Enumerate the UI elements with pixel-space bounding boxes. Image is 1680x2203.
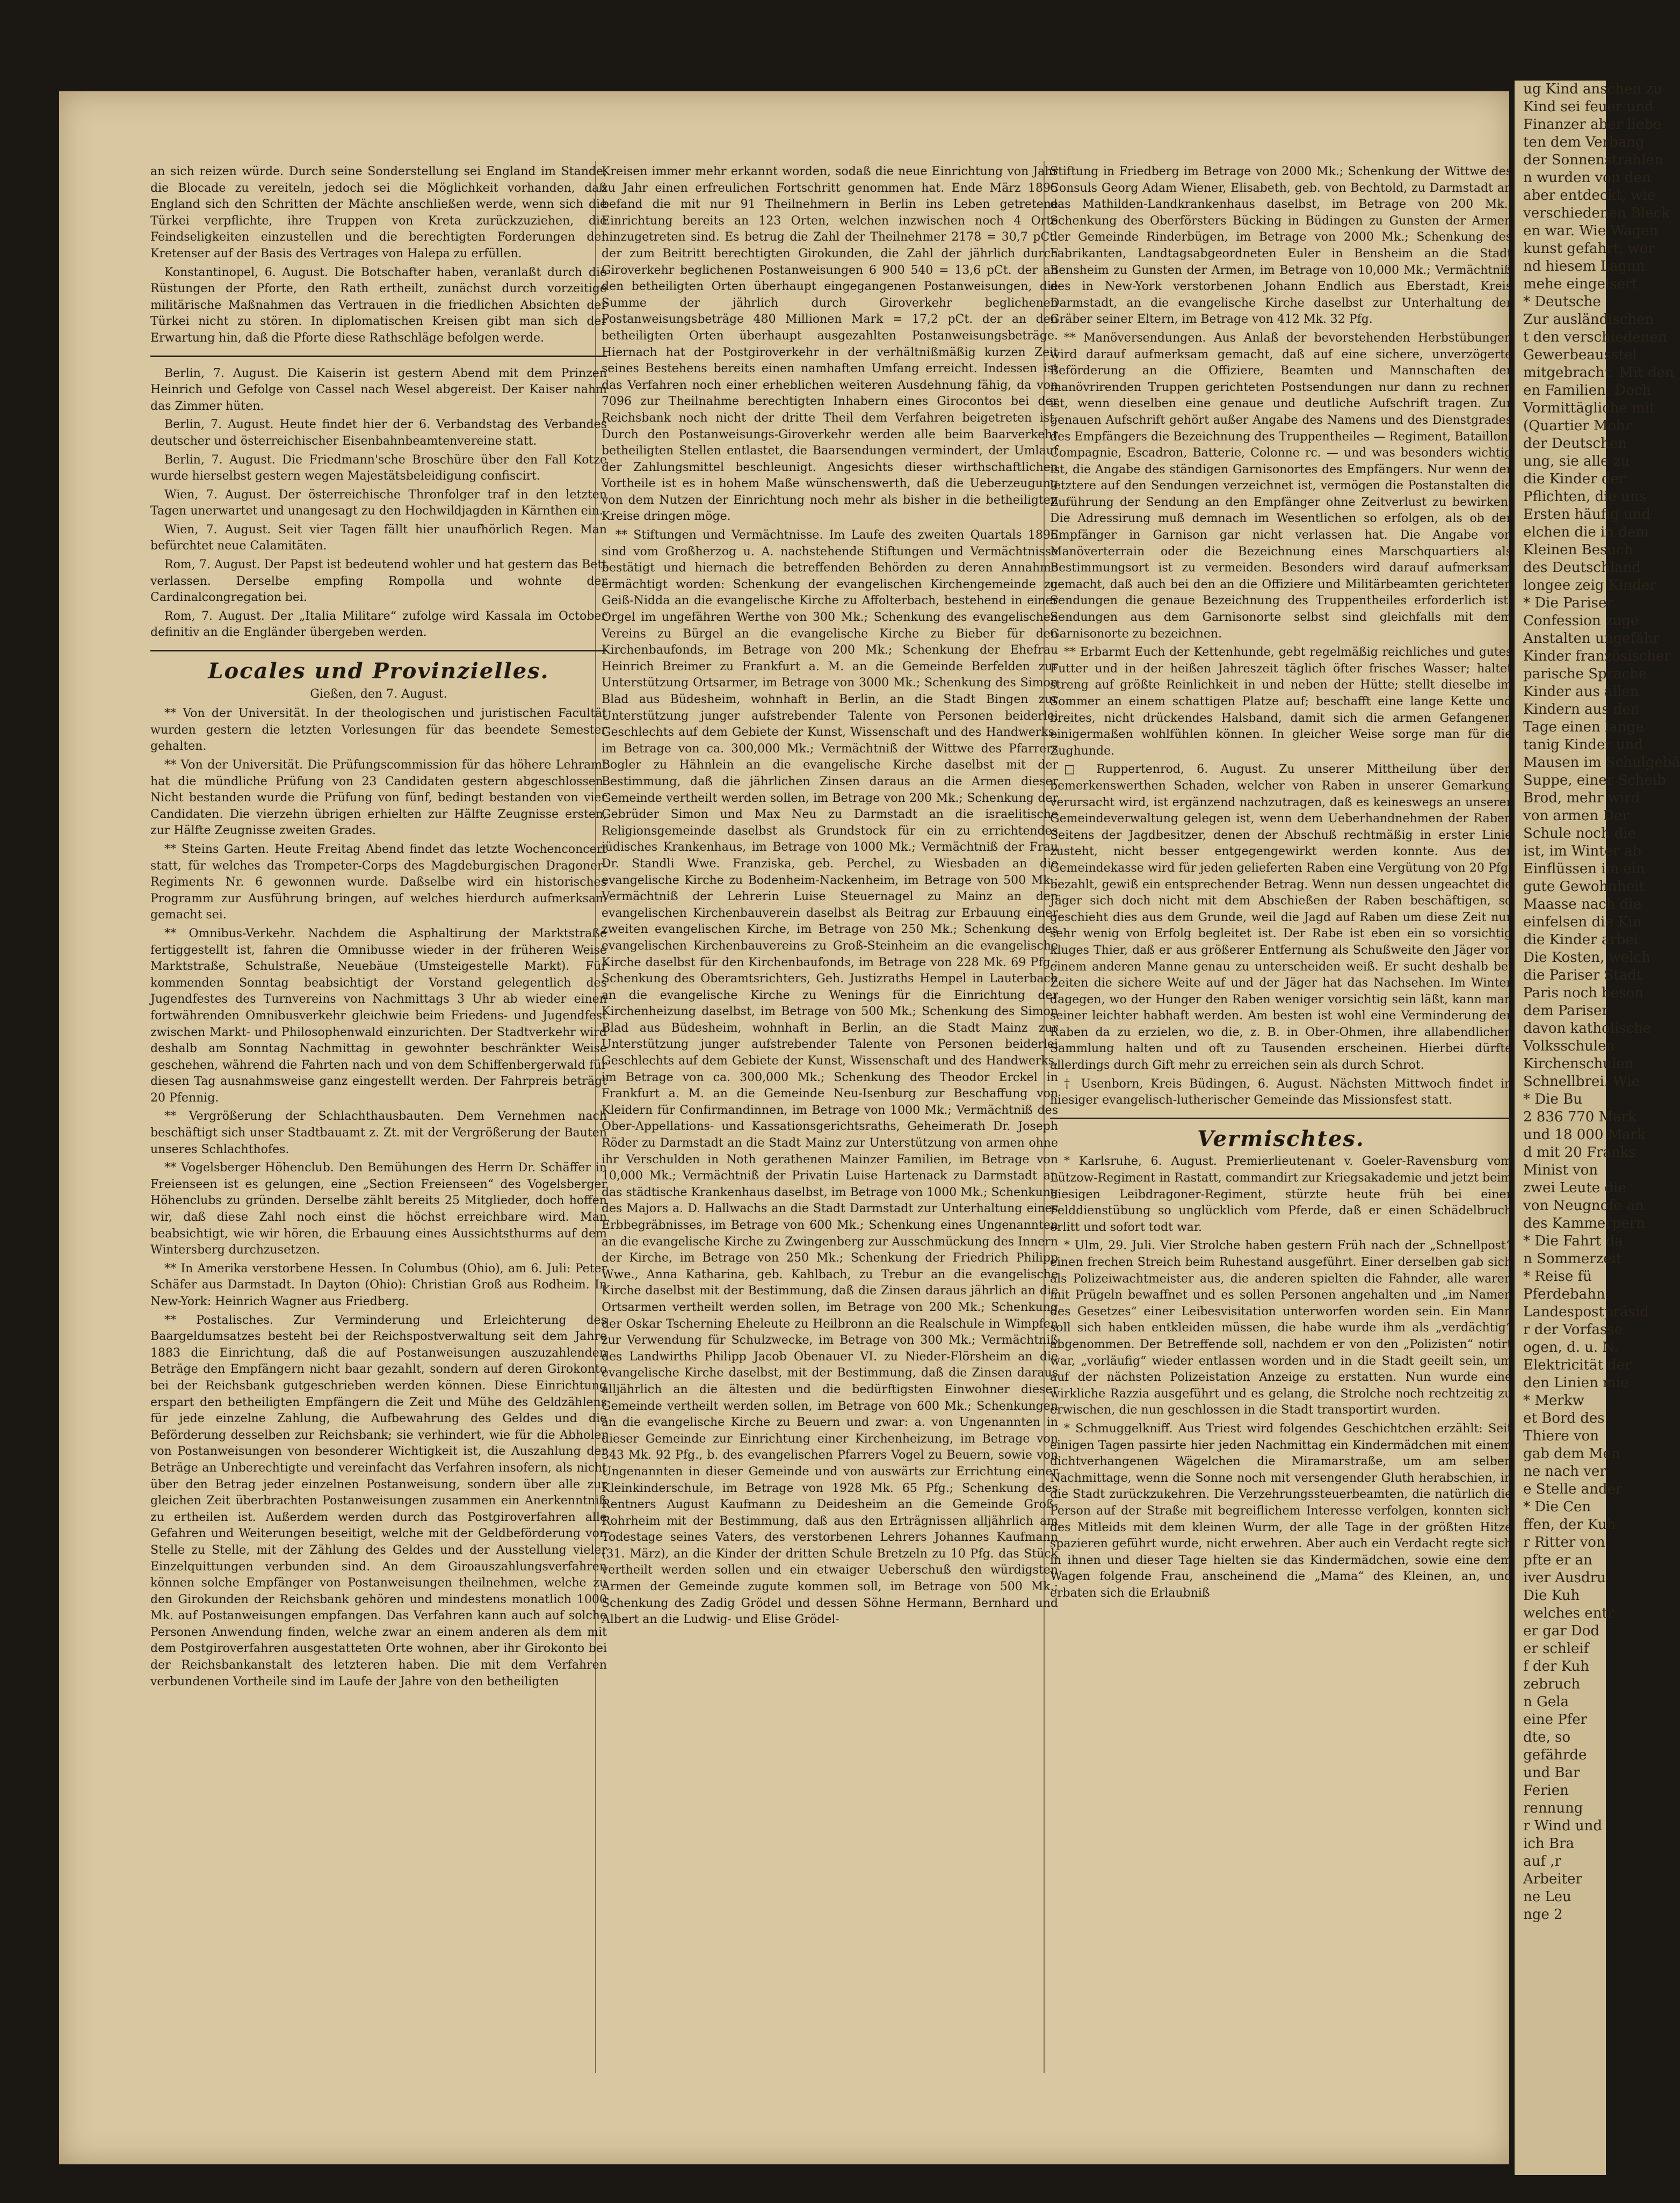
section-title: Vermischtes.	[1197, 1126, 1365, 1151]
facing-page-line: en Familien. Doch	[1523, 382, 1652, 398]
column-1	[150, 164, 607, 2086]
facing-page-line: dem Pariser	[1523, 1003, 1609, 1019]
facing-page-line: des Kammerpern	[1523, 1215, 1645, 1231]
facing-page-line: eine Pfer	[1523, 1712, 1588, 1728]
facing-page-line: und 18 000 Mark	[1523, 1127, 1646, 1143]
facing-page-line: Ersten häufig und	[1523, 506, 1650, 523]
facing-page-line: et Bord des	[1523, 1410, 1605, 1426]
article-text: ** Omnibus-Verkehr. Nachdem die Asphaltirung der Marktstraße fertiggestellt ist, fahren die Omnibusse wieder in der früheren Weise Marktstraße, Schulstraße, Neuebäue (Umsteigestelle Markt). Für kommenden Sonntag beabsichtigt der Vorstand gelegentlich des Jugendfestes des Turnvereins von Nachmittags 3 Uhr ab wieder einen fortwährenden Omnibusverkehr gleichwie beim Friedens- und Jugendfest zwischen Markt- und Philosophenwald einzurichten. Der Stadtverkehr wird deshalb am Sonntag Nachmittag in gewohnter beschränkter Weise geschehen, während die Fahrten nach und von dem Schiffenbergerwald für diesen Tag ausnahmsweise ganz eingestellt werden. Der Fahrpreis beträgt 20 Pfennig.	[150, 926, 607, 1105]
facing-page-line: Kirchenschulen	[1523, 1056, 1634, 1072]
section-title: Locales und Provinzielles.	[208, 658, 549, 684]
article-text: ** Stiftungen und Vermächtnisse. Im Laufe des zweiten Quartals 1896 sind vom Großherzog u. A. nachstehende Stiftungen und Vermächtnisse bestätigt und hiernach die betreffenden Behörden zu deren Annahme ermächtigt worden: Schenkung der evangelischen Kirchengemeinde zu Geiß-Nidda an die evangelische Kirche zu Affolterbach, bestehend in einer Orgel im ungefähren Werthe von 300 Mk.; Schenkung des evangelischen Vereins zu Bürgel an die evangelische Kirche zu Bieber für den Kirchenbaufonds, im Betrage von 200 Mk.; Schenkung der Ehefrau Heinrich Breimer zu Frankfurt a. M. an die Gemeinde Berfelden zur Unterstützung Ortsarmer, im Betrage von 3000 Mk.; Schenkung des Simon Blad aus Büdesheim, wohnhaft in Berlin, an die Stadt Bingen zur Unterstützung junger aufstrebender Talente von Personen beiderlei Geschlechts auf dem Gebiete der Kunst, Wissenschaft und des Handwerks, im Betrage von ca. 300,000 Mk.; Vermächtniß der Wittwe des Pfarrers Bogler zu Hähnlein an die evangelische Kirche daselbst mit der Bestimmung, daß die jährlichen Zinsen daraus an die Armen dieser Gemeinde vertheilt werden sollen, im Betrage von 200 Mk.; Schenkung der Gebrüder Simon und Max Neu zu Darmstadt an die israelitische Religionsgemeinde daselbst als Grundstock für ein zu errichtendes jüdisches Krankenhaus, im Betrage von 1000 Mk.; Vermächtniß der Frau Dr. Standli Wwe. Franziska, geb. Perchel, zu Wiesbaden an die evangelische Kirche zu Bodenheim-Nackenheim, im Betrage von 500 Mk.; Vermächtniß der Lehrerin Luise Steuernagel zu Mainz an den evangelischen Kirchenbauverein daselbst als Beitrag zur Erbauung einer zweiten evangelischen Kirche, im Betrage von 250 Mk.; Schenkung des evangelischen Kirchenbauvereins zu Groß-Steinheim an die evangelische Kirche daselbst für den Kirchenbaufonds, im Betrage von 228 Mk. 69 Pfg.; Schenkung des Oberamtsrichters, Geh. Justizraths Hempel in Lauterbach an die evangelische Kirche zu Wenings für die Einrichtung der Kirchenheizung daselbst, im Betrage von 500 Mk.; Schenkung des Simon Blad aus Büdesheim, wohnhaft in Berlin, an die Stadt Mainz zur Unterstützung junger aufstrebender Talente von Personen beiderlei Geschlechts auf dem Gebiete der Kunst, Wissenschaft und des Handwerks, im Betrage von ca. 300,000 Mk.; Schenkung des Theodor Erckel in Frankfurt a. M. an die Gemeinde Neu-Isenburg zur Beschaffung von Kleidern für Confirmandinnen, im Betrage von 1000 Mk.; Vermächtniß des Ober-Appellations- und Kassationsgerichtsraths, Geheimerath Dr. Joseph Röder zu Darmstadt an die Stadt Mainz zur Unterstützung von armen ohne ihr Verschulden in Noth gerathenen Mainzer Familien, im Betrage von 10,000 Mk.; Vermächtniß der Privatin Luise Hartenack zu Darmstadt an das städtische Krankenhaus daselbst, im Betrage von 1000 Mk.; Schenkung des Majors a. D. Hallwachs an die Stadt Darmstadt zur Unterhaltung eines Erbbegräbnisses, im Betrage von 600 Mk.; Schenkung eines Ungenannten an die evangelische Kirche zu Zwingenberg zur Ausschmückung des Innern der Kirche, im Betrage von 250 Mk.; Schenkung der Friedrich Philipp Wwe., Anna Katharina, geb. Kahlbach, zu Trebur an die evangelische Kirche daselbst mit der Bestimmung, daß die Zinsen daraus jährlich an die Ortsarmen vertheilt werden sollen, im Betrage von 200 Mk.; Schenkung der Oskar Tscherning Eheleute zu Heilbronn an die Realschule in Wimpfen zur Verwendung für Schulzwecke, im Betrage von 300 Mk.; Vermächtniß des Landwirths Philipp Jacob Obenauer VI. zu Nieder-Flörsheim an die evangelische Kirche daselbst, mit der Bestimmung, daß die Zinsen daraus alljährlich an die ältesten und die bedürftigsten Einwohner dieser Gemeinde vertheilt werden sollen, im Betrage von 600 Mk.; Schenkungen an die evangelische Kirche zu Beuern und zwar: a. von Ungenannten in dieser Gemeinde zur Einrichtung einer Kirchenheizung, im Betrage von 343 Mk. 92 Pfg., b. des evangelischen Pfarrers Vogel zu Beuern, sowie von Ungenannten in dieser Gemeinde und von auswärts zur Errichtung einer Kleinkinderschule, im Betrage von 1928 Mk. 65 Pfg.; Schenkung des Rentners August Kaufmann zu Deidesheim an die Gemeinde Groß-Rohrheim mit der Bestimmung, daß aus den Erträgnissen alljährlich am Todestage seines Vaters, des verstorbenen Lehrers Johannes Kaufmann (31. März), an die Kinder der dritten Schule Bretzeln zu 10 Pfg. das Stück vertheilt werden sollen und ein etwaiger Ueberschuß den würdigsten Armen der Gemeinde zugute kommen soll, im Betrage von 500 Mk.; Schenkung des Zadig Grödel und dessen Söhne Hermann, Bernhard und Albert an die Ludwig- und Elise Grödel-	[602, 528, 1058, 1627]
facing-page-line: zebruch	[1523, 1676, 1581, 1692]
facing-page-line: Pflichten, die uns	[1523, 489, 1647, 505]
article-text: * Schmuggelkniff. Aus Triest wird folgendes Geschichtchen erzählt: Seit einigen Tagen passirte hier jeden Nachmittag ein Kindermädchen mit einem dichtverhangenen Wägelchen die Miramarstraße, um am selben Nachmittage, wenn die Sonne noch mit versengender Gluth herabschien, in die Stadt zurückzukehren. Die Verzehrungssteuerbeamten, die natürlich die Person auf der Straße mit begreiflichem Interesse verfolgen, konnten sich des Mitleids mit dem kleinen Wurm, der alle Tage in der größten Hitze spazieren geführt wurde, nicht erwehren. Aber auch ein Verdacht regte sich in ihnen und dieser Tage hielten sie das Kindermädchen, sowie eine dem Wagen folgende Frau, anscheinend die „Mama“ des Kleinen, an, und erbaten sich die Erlaubniß	[1050, 1422, 1512, 1600]
facing-page-line: iver Ausdru	[1523, 1570, 1606, 1586]
facing-page-line: tanig Kinder und	[1523, 737, 1643, 753]
facing-page-line: ogen, d. u. N.	[1523, 1339, 1618, 1356]
article-text: Konstantinopel, 6. August. Die Botschafter haben, veranlaßt durch die Rüstungen der Pforte, den Rath ertheilt, zunächst durch vorzeitige militärische Maßnahmen das Vertrauen in die friedlichen Absichten der Türkei nicht zu stören. In diplomatischen Kreisen gibt man sich der Erwartung hin, daß die Pforte diese Rathschläge befolgen werde.	[150, 265, 607, 345]
article-text: ** Manöversendungen. Aus Anlaß der bevorstehenden Herbstübungen wird darauf aufmerksam gemacht, daß auf eine sichere, unverzögerte Beförderung an die Offiziere, Beamten und Mannschaften der manövrirenden Truppen gerichteten Postsendungen nur dann zu rechnen ist, wenn dieselben eine genaue und deutliche Aufschrift tragen. Zur genauen Aufschrift gehört außer Angabe des Namens und des Dienstgrades des Empfängers die Bezeichnung des Truppentheiles — Regiment, Bataillon, Compagnie, Escadron, Batterie, Colonne rc. — und was besonders wichtig ist, die Angabe des ständigen Garnisonortes des Empfängers. Nur wenn der letztere auf den Sendungen verzeichnet ist, vermögen die Postanstalten die Zuführung der Sendung an den Empfänger ohne Zeitverlust zu bewirken. Die Adressirung muß demnach im Wesentlichen so erfolgen, als ob der Empfänger in Garnison gar nicht verlassen hat. Die Angabe von Manöverterrain oder die Bezeichnung eines Marschquartiers als Bestimmungsort ist zu vermeiden. Besonders wird darauf aufmerksam gemacht, daß auch bei den an die Offiziere und Militärbeamten gerichteten Sendungen die genaue Bezeichnung des Truppentheiles erforderlich ist. Sendungen aus dem Garnisonorte selbst sind gleichfalls mit dem Garnisonorte zu bezeichnen.	[1050, 331, 1512, 641]
article-text: ** Vergrößerung der Schlachthausbauten. Dem Vernehmen nach beschäftigt sich unser Stadtbauamt z. Zt. mit der Vergrößerung der Bauten unseres Schlachthofes.	[150, 1110, 607, 1156]
facing-page-line: und Bar	[1523, 1765, 1580, 1781]
article-text: * Karlsruhe, 6. August. Premierlieutenant v. Goeler-Ravensburg vom Lützow-Regiment in Rastatt, commandirt zur Kriegsakademie und jetzt beim hiesigen Leibdragoner-Regiment, stürzte heute früh bei einer Felddienstübung so unglücklich vom Pferde, daß er einen Schädelbruch erlitt und sofort todt war.	[1050, 1155, 1512, 1234]
facing-page-line: Ferien	[1523, 1782, 1569, 1799]
article-text: Berlin, 7. August. Heute findet hier der 6. Verbandstag des Verbandes deutscher und österreichischer Eisenbahnbeamtenvereine statt.	[150, 418, 607, 448]
facing-page-line: Kind sei feuer und	[1523, 99, 1654, 115]
facing-page-line: ug Kind anschen zu	[1523, 81, 1662, 97]
facing-page-line: Landespostpräsid	[1523, 1304, 1649, 1320]
facing-page-line: n wurden von den	[1523, 170, 1651, 186]
article-text: ** Steins Garten. Heute Freitag Abend findet das letzte Wochenconcert statt, für welches das Trompeter-Corps des Magdeburgischen Dragoner-Regiments Nr. 6 gewonnen wurde. Daßselbe wird ein historisches Programm zur Ausführung bringen, auf welches hierdurch aufmerksam gemacht sei.	[150, 842, 607, 922]
facing-page-line: rennung	[1523, 1800, 1583, 1816]
article-text: Kreisen immer mehr erkannt worden, sodaß die neue Einrichtung von Jahr zu Jahr einen erfreulichen Fortschritt genommen hat. Ende März 1895 befand die mit nur 91 Theilnehmern in Berlin ins Leben getretene Einrichtung bereits an 123 Orten, welchen inzwischen noch 4 Orte hinzugetreten sind. Es betrug die Zahl der Theilnehmer 2178 = 30,7 pCt. der zum Beitritt berechtigten Girokunden, die Zahl der jährlich durch Giroverkehr beglichenen Postanweisungen 6 900 540 = 13,6 pCt. der an den betheiligten Orten überhaupt eingegangenen Postanweisungen, die Summe der jährlich durch Giroverkehr beglichenen Postanweisungsbeträge 480 Millionen Mark = 17,2 pCt. der an den betheiligten Orten überhaupt ausgezahlten Postanweisungsbeträge. Hiernach hat der Postgiroverkehr in der verhältnißmäßig kurzen Zeit seines Bestehens bereits einen namhaften Umfang erreicht. Indessen ist das Verfahren noch einer erheblichen weiteren Ausdehnung fähig, da von 7096 zur Theilnahme berechtigten Inhabern eines Girocontos bei der Reichsbank noch nicht der dritte Theil dem Verfahren beigetreten ist. Durch den Postanweisungs-Giroverkehr werden alle beim Baarverkehr betheiligten Stellen entlastet, die Baarsendungen vermindert, der Umlauf der Zahlungsmittel beschleunigt. Angesichts dieser wirthschaftlichen Vortheile ist es in hohem Maße wünschenswerth, daß die Ueberzeugung von dem Nutzen der Einrichtung noch mehr als bisher in die betheiligten Kreise dringen möge.	[602, 165, 1058, 524]
article-text: Rom, 7. August. Der Papst ist bedeutend wohler und hat gestern das Bett verlassen. Derselbe empfing Rompolla und wohnte der Cardinalcongregation bei.	[150, 558, 607, 605]
facing-page-line: ich Bra	[1523, 1836, 1574, 1852]
facing-page-line: Brod, mehr wird	[1523, 790, 1640, 806]
facing-page-line: longee zeig Kinder	[1523, 577, 1656, 593]
facing-page-line: der Sonnenstrahlen	[1523, 152, 1663, 168]
facing-page-line: ne nach ver	[1523, 1463, 1606, 1480]
facing-page-line: ist, im Winter ab	[1523, 843, 1641, 859]
facing-page-line: r Wind und	[1523, 1818, 1603, 1834]
facing-page-line: ten dem Verbang	[1523, 134, 1645, 150]
facing-page-line: Suppe, einer Scheib	[1523, 772, 1666, 788]
facing-page-line: 2 836 770 Mark	[1523, 1109, 1636, 1125]
facing-page-line: er gar Dod	[1523, 1623, 1600, 1639]
facing-page-line: von Neugnofe an	[1523, 1198, 1644, 1214]
facing-page-line: t den verschiedenen	[1523, 329, 1667, 345]
facing-page-line: Einflüssen im ein	[1523, 861, 1645, 877]
facing-page-line: mitgebracht. Mit den	[1523, 365, 1674, 381]
facing-page-line: kunst gefahrt, wor	[1523, 241, 1655, 257]
article-text: an sich reizen würde. Durch seine Sonderstellung sei England im Stande, die Blocade zu vereiteln, jedoch sei die Möglichkeit vorhanden, daß England sich den Schritten der Mächte anschließen werde, wenn sich die Türkei verpflichte, ihre Truppen von Kreta zurückzuziehen, die Feindseligkeiten einzustellen und die berechtigten Forderungen der Kretenser auf der Basis des Vertrages von Halepa zu erfüllen.	[150, 165, 607, 260]
facing-page-line: * Reise fü	[1523, 1269, 1592, 1285]
facing-page-line: e Stelle ander	[1523, 1481, 1623, 1497]
section-separator	[150, 650, 607, 651]
facing-page-line: Confession zuge	[1523, 613, 1639, 629]
facing-page-line: Kinder französischer	[1523, 648, 1671, 664]
facing-page-line: * Merkw	[1523, 1393, 1584, 1409]
facing-page-line: Mausen im Schulgebä	[1523, 755, 1680, 771]
article-text: ** In Amerika verstorbene Hessen. In Columbus (Ohio), am 6. Juli: Peter Schäfer aus Darmstadt. In Dayton (Ohio): Christian Groß aus Rodheim. In New-York: Heinrich Wagner aus Friedberg.	[150, 1262, 607, 1308]
facing-page-line: mehe eingelsert	[1523, 276, 1638, 292]
facing-page-line: Die Kosten, welch	[1523, 950, 1650, 966]
facing-page-line: f der Kuh	[1523, 1658, 1589, 1675]
article-text: Rom, 7. August. Der „Italia Militare“ zufolge wird Kassala im October definitiv an die Engländer übergeben werden.	[150, 609, 607, 640]
facing-page-line: * Deutsche	[1523, 294, 1601, 310]
facing-page-line: Gewerbeausstel	[1523, 347, 1637, 363]
facing-page-line: Pferdebahn	[1523, 1286, 1605, 1302]
facing-page-line: ung, sie alle zu	[1523, 453, 1630, 469]
article-text: ** Von der Universität. Die Prüfungscommission für das höhere Lehramt hat die mündliche Prüfung von 23 Candidaten gestern abgeschlossen. Nicht bestanden wurde die Prüfung von fünf, bedingt bestanden von vier Candidaten. Die vierzehn übrigen erhielten zur Hälfte Zeugnisse ersten, zur Hälfte Zeugnisse zweiten Grades.	[150, 758, 607, 838]
facing-page-line: den Linien mie	[1523, 1375, 1629, 1391]
facing-page-line: Zur ausländischen	[1523, 311, 1654, 328]
column-2	[602, 164, 1058, 2086]
article-text: ** Erbarmt Euch der Kettenhunde, gebt regelmäßig reichliches und gutes Futter und in der heißen Jahreszeit täglich öfter frisches Wasser; haltet streng auf größte Reinlichkeit in und neben der Hütte; stellt dieselbe im Sommer an einem schattigen Platze auf; beschafft eine lange Kette und breites, nicht drückendes Halsband, damit sich die armen Gefangenen einigermaßen wohlfühlen können. In gleicher Weise sorge man für die Zughunde.	[1050, 646, 1512, 758]
article-text: Wien, 7. August. Der österreichische Thronfolger traf in den letzten Tagen unerwartet und unangesagt zu den Hochwildjagden in Kärnthen ein.	[150, 488, 607, 518]
facing-page-line: gute Gewohnheit	[1523, 879, 1645, 895]
article-text: □ Ruppertenrod, 6. August. Zu unserer Mittheilung über den bemerkenswerthen Schaden, welcher von Raben in unserer Gemarkung verursacht wird, ist ergänzend nachzutragen, daß es keineswegs an unserer Gemeindeverwaltung gelegen ist, wenn dem Ueberhandnehmen der Raben Seitens der Jagdbesitzer, denen der Abschuß rechtmäßig in erster Linie zusteht, nicht besser entgegengewirkt werden konnte. Aus der Gemeindekasse wird für jeden gelieferten Raben eine Vergütung von 20 Pfg. bezahlt, gewiß ein entsprechender Betrag. Wenn nun dessen ungeachtet die Jäger sich doch nicht mit dem Abschießen der Raben beschäftigen, so geschieht dies aus dem Grunde, weil die Jagd auf Raben um diese Zeit nur sehr wenig von Erfolg begleitet ist. Der Rabe ist eben ein so vorsichtig kluges Thier, daß er aus größerer Entfernung als Schußweite den Jäger von einem anderen Manne genau zu unterscheiden weiß. Er sucht deshalb bei Zeiten die sichere Weite auf und der Jäger hat das Nachsehen. Im Winter dagegen, wo der Hunger den Raben weniger vorsichtig sein läßt, kann man seiner leichter habhaft werden. Am besten ist wohl eine Verminderung der Raben da zu erzielen, wo die, z. B. in Ober-Ohmen, ihre allabendlichen Sammlung halten und oft zu Tausenden erscheinen. Hierbei dürfte allerdings durch Gift mehr zu erreichen sein als durch Schrot.	[1050, 763, 1512, 1072]
article-text: Wien, 7. August. Seit vier Tagen fällt hier unaufhörlich Regen. Man befürchtet neue Calamitäten.	[150, 523, 607, 553]
facing-page-line: d mit 20 Franks	[1523, 1144, 1636, 1161]
facing-page-line: Die Kuh	[1523, 1588, 1580, 1604]
facing-page-line: parische Sprache	[1523, 666, 1647, 682]
facing-page-line: n Gela	[1523, 1694, 1569, 1710]
facing-page-line: n Sommerzeit	[1523, 1251, 1622, 1267]
facing-page-line: * Die Bu	[1523, 1091, 1582, 1107]
facing-page-line: zwei Leute die	[1523, 1180, 1626, 1196]
facing-page-line: Tage einen lange	[1523, 719, 1644, 735]
facing-page-line: einfelsen die Kin	[1523, 914, 1642, 930]
section-separator	[1050, 1118, 1512, 1119]
facing-page-line: er schleif	[1523, 1641, 1589, 1657]
facing-page-line: gefährde	[1523, 1747, 1587, 1763]
facing-page-line: Schule noch die	[1523, 825, 1636, 842]
facing-page-line: elchen die in dem	[1523, 524, 1649, 540]
facing-page-line: r Ritter von	[1523, 1534, 1605, 1550]
facing-page-line: * Die Cen	[1523, 1499, 1591, 1515]
column-3	[1050, 164, 1512, 2086]
facing-page-line: ne Leu	[1523, 1889, 1572, 1905]
facing-page-line: Anstalten ungefähr	[1523, 631, 1660, 647]
facing-page-text	[1515, 81, 1680, 1924]
article-separator	[150, 356, 607, 357]
facing-page-line: der Deutschen	[1523, 436, 1627, 452]
facing-page-line: Schnellbrei. Wie	[1523, 1074, 1640, 1090]
facing-page-line: die Kinder arbei	[1523, 932, 1639, 948]
facing-page-line: Elektricität der	[1523, 1357, 1632, 1373]
article-text: ** Vogelsberger Höhenclub. Den Bemühungen des Herrn Dr. Schäffer in Freienseen ist es gelungen, eine „Section Freienseen“ des Vogelsberger Höhenclubs zu gründen. Derselbe zählt bereits 25 Mitglieder, doch hoffen wir, daß diese Zahl noch einst die höchst erreichbare wird. Man beabsichtigt, wie wir hören, die Erbauung eines Aussichtsthurms auf dem Wintersberg durchzusetzen.	[150, 1161, 607, 1257]
facing-page-line: Kleinen Besuch	[1523, 542, 1633, 558]
facing-page-line: * Die Fahrt da	[1523, 1233, 1623, 1249]
facing-page-line: dte, so	[1523, 1729, 1571, 1745]
facing-page-line: Vormittägliche mit	[1523, 400, 1655, 416]
facing-page-line: Kinder aus allen	[1523, 684, 1639, 700]
facing-page-line: nge 2	[1523, 1907, 1563, 1923]
article-text: ** Postalisches. Zur Verminderung und Erleichterung des Baargeldumsatzes besteht bei der Reichspostverwaltung seit dem Jahre 1883 die Einrichtung, daß die auf Postanweisungen auszuzahlenden Beträge den Empfängern nicht baar gezahlt, sondern auf deren Girokonto bei der Reichsbank gutgeschrieben werden können. Diese Einrichtung erspart den betheiligten Empfängern die Zeit und Mühe des Geldzählens für jede einzelne Zahlung, die Aufbewahrung des Geldes und die Beförderung desselben zur Reichsbank; sie verhindert, wie für die Abholer von Postanweisungen von besonderer Wichtigkeit ist, die Auszahlung der Beträge an Unberechtigte und vereinfacht das Verfahren insofern, als nicht über den Betrag jeder einzelnen Postanweisung, sondern über alle zur gleichen Zeit überbrachten Postanweisungen zusammen ein Anerkenntniß zu ertheilen ist. Außerdem werden durch das Postgiroverfahren alle Gefahren und Weiterungen beseitigt, welche mit der Geldbeförderung von Stelle zu Stelle, mit der Zählung des Geldes und der Ausstellung vieler Einzelquittungen verbunden sind. An dem Giroauszahlungsverfahren können solche Empfänger von Postanweisungen theilnehmen, welche zu den Girokunden der Reichsbank gehören und mindestens monatlich 1000 Mk. auf Postanweisungen empfangen. Das Verfahren kann auch auf solche Personen Anwendung finden, welche zwar an einem anderen als dem mit dem Postgiroverfahren ausgestatteten Orte wohnen, aber ihr Girokonto bei der Reichsbankanstalt des letzteren haben. Die mit dem Verfahren verbundenen Vortheile sind im Laufe der Jahre von den betheiligten	[150, 1313, 607, 1689]
facing-page-line: Kindern aus den	[1523, 701, 1640, 718]
facing-page-line: aber entdeckt, wie	[1523, 187, 1656, 204]
facing-page-line: verschiedenen Bleck	[1523, 205, 1670, 221]
facing-page-line: r der Vorfasse	[1523, 1322, 1623, 1338]
facing-page-line: Volksschulen	[1523, 1038, 1616, 1054]
facing-page-line: Paris noch beson	[1523, 985, 1643, 1001]
facing-page-line: * Die Pariser	[1523, 595, 1613, 611]
facing-page-line: davon katholische	[1523, 1020, 1652, 1037]
facing-page-line: ffen, der Kuh	[1523, 1517, 1616, 1533]
facing-page-line: Thiere von	[1523, 1428, 1599, 1444]
facing-page-line: Maasse nach die	[1523, 896, 1642, 912]
facing-page-line: nd hiesem Lagnn	[1523, 258, 1645, 274]
facing-page-line: des Deutschland	[1523, 560, 1641, 576]
facing-page-line: gab dem Men	[1523, 1446, 1620, 1462]
article-text: * Ulm, 29. Juli. Vier Strolche haben gestern Früh nach der „Schnellpost“ einen frechen Streich beim Ruhestand ausgeführt. Einer derselben gab sich als Polizeiwachtmeister aus, die anderen spielten die Fahnder, alle waren mit Prügeln bewaffnet und es sollen Personen angehalten und „im Namen des Gesetzes“ einer Leibesvisitation unterworfen worden sein. Ein Mann soll sich haben entkleiden müssen, die habe wurde ihm als „verdächtig“ abgenommen. Der Betreffende soll, nachdem er von den „Polizisten“ notirt war, „vorläufig“ wieder entlassen worden und in die Stadt geeilt sein, um auf der nächsten Polizeistation Anzeige zu erstatten. Nun wurde eine wirkliche Razzia ausgeführt und es gelang, die Strolche noch rechtzeitig zu erwischen, die nun geschlossen in die Stadt transportirt wurden.	[1050, 1239, 1512, 1417]
facing-page-line: welches entr	[1523, 1605, 1614, 1621]
facing-page-line: en war. Wie Wagen	[1523, 223, 1659, 239]
dateline: Gießen, den 7. August.	[310, 687, 447, 701]
article-text: Berlin, 7. August. Die Friedmann'sche Broschüre über den Fall Kotze wurde hierselbst gestern wegen Majestätsbeleidigung confiscirt.	[150, 453, 607, 483]
article-text: † Usenborn, Kreis Büdingen, 6. August. Nächsten Mittwoch findet in hiesiger evangelisch-lutherischer Gemeinde das Missionsfest statt.	[1050, 1077, 1512, 1107]
article-text: Stiftung in Friedberg im Betrage von 2000 Mk.; Schenkung der Wittwe des Consuls Georg Adam Wiener, Elisabeth, geb. von Bechtold, zu Darmstadt an das Mathilden-Landkrankenhaus daselbst, im Betrage von 200 Mk.; Schenkung des Oberförsters Bücking in Büdingen zu Gunsten der Armen der Gemeinde Rinderbügen, im Betrage von 2000 Mk.; Schenkung des Fabrikanten, Landtagsabgeordneten Euler in Bensheim an die Stadt Bensheim zu Gunsten der Armen, im Betrage von 10,000 Mk.; Vermächtniß des in New-York verstorbenen Johann Endlich aus Eberstadt, Kreis Darmstadt, an die evangelische Kirche daselbst zur Unterhaltung der Gräber seiner Eltern, im Betrage von 412 Mk. 32 Pfg.	[1050, 165, 1512, 327]
facing-page-line: auf ,r	[1523, 1853, 1561, 1869]
facing-page-line: Arbeiter	[1523, 1871, 1582, 1887]
facing-page-line: pfte er an	[1523, 1552, 1592, 1568]
facing-page-line: die Kinder der	[1523, 471, 1626, 487]
article-text: Berlin, 7. August. Die Kaiserin ist gestern Abend mit dem Prinzen Heinrich und Gefolge von Cassel nach Wesel abgereist. Der Kaiser nahm das Zimmer hüten.	[150, 366, 607, 413]
article-text: ** Von der Universität. In der theologischen und juristischen Facultät wurden gestern die letzten Vorlesungen für das beendete Semester gehalten.	[150, 707, 607, 753]
facing-page-line: Finanzer aber liebe	[1523, 117, 1662, 133]
facing-page-line: (Quartier Mohr	[1523, 418, 1632, 434]
facing-page-line: von armen Der	[1523, 808, 1629, 824]
facing-page-line: Minist von	[1523, 1162, 1598, 1178]
facing-page-edge	[1515, 81, 1680, 2175]
facing-page-line: die Pariser Stadt	[1523, 967, 1642, 983]
